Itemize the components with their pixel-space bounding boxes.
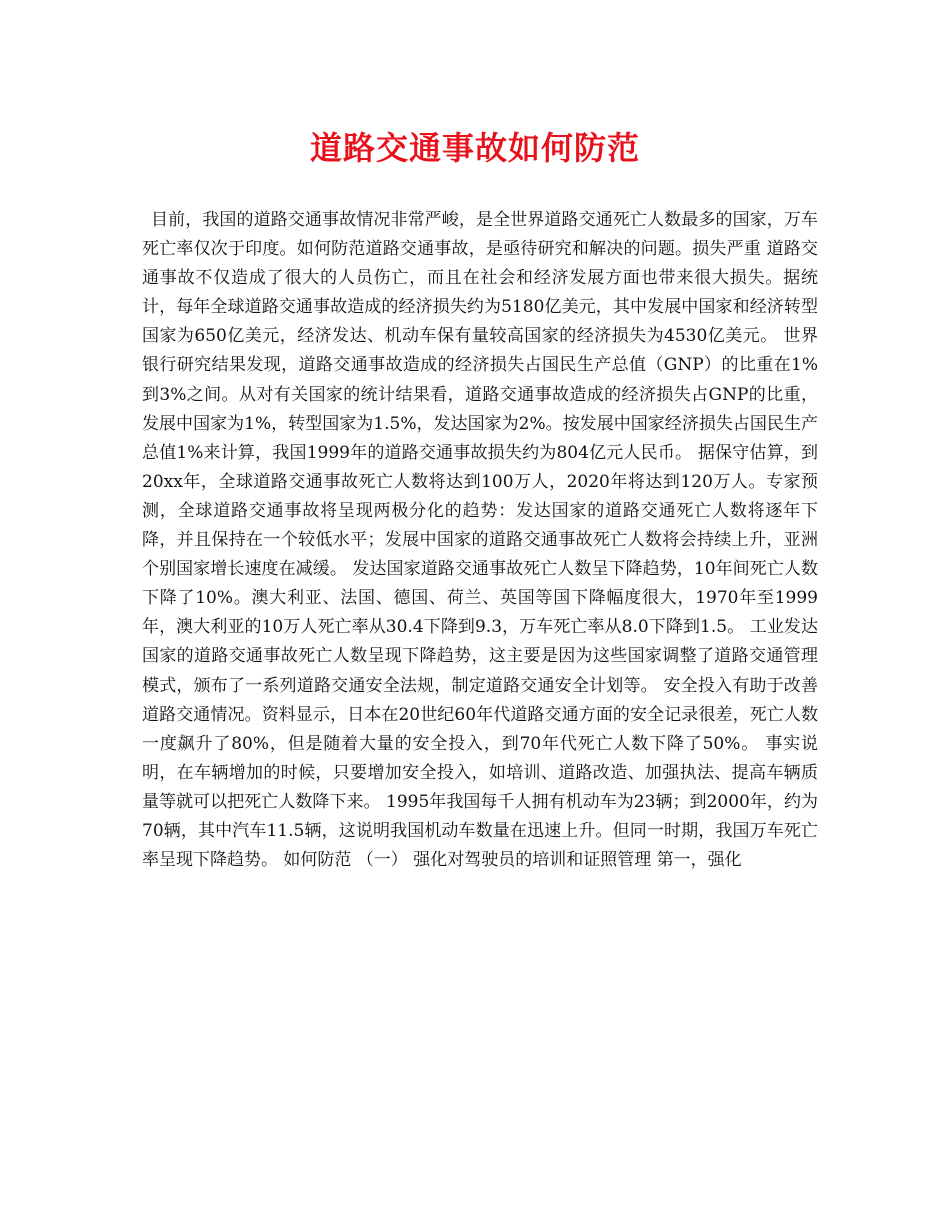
document-body: 目前，我国的道路交通事故情况非常严峻，是全世界道路交通死亡人数最多的国家，万车死亡率仅次于印度。如何防范道路交通事故，是亟待研究和解决的问题。损失严重 道路交通事故不仅造成了很大的人员伤亡，而且在社会和经济发展方面也带来很大损失。据统计，每年全球道路交通事故造成的经济损失约为5180亿美元，其中发展中国家和经济转型国家为650亿美元，经济发达、机动车保有量较高国家的经济损失为4530亿美元。 世界银行研究结果发现，道路交通事故造成的经济损失占国民生产总值（GNP）的比重在1%到3%之间。从对有关国家的统计结果看，道路交通事故造成的经济损失占GNP的比重，发展中国家为1%，转型国家为1.5%，发达国家为2%。按发展中国家经济损失占国民生产总值1%来计算，我国1999年的道路交通事故损失约为804亿元人民币。 据保守估算，到20xx年，全球道路交通事故死亡人数将达到100万人，2020年将达到120万人。专家预测，全球道路交通事故将呈现两极分化的趋势：发达国家的道路交通死亡人数将逐年下降，并且保持在一个较低水平；发展中国家的道路交通事故死亡人数将会持续上升，亚洲个别国家增长速度在减缓。 发达国家道路交通事故死亡人数呈下降趋势，10年间死亡人数下降了10%。澳大利亚、法国、德国、荷兰、英国等国下降幅度很大，1970年至1999年，澳大利亚的10万人死亡率从30.4下降到9.3，万车死亡率从8.0下降到1.5。 工业发达国家的道路交通事故死亡人数呈现下降趋势，这主要是因为这些国家调整了道路交通管理模式，颁布了一系列道路交通安全法规，制定道路交通安全计划等。 安全投入有助于改善道路交通情况。资料显示，日本在20世纪60年代道路交通方面的安全记录很差，死亡人数一度飙升了80%，但是随着大量的安全投入，到70年代死亡人数下降了50%。 事实说明，在车辆增加的时候，只要增加安全投入，如培训、道路改造、加强执法、提高车辆质量等就可以把死亡人数降下来。 1995年我国每千人拥有机动车为23辆；到2000年，约为70辆，其中汽车11.5辆，这说明我国机动车数量在迅速上升。但同一时期，我国万车死亡率呈现下降趋势。 如何防范 （一） 强化对驾驶员的培训和证照管理 第一，强化: [142, 210, 818, 871]
document-title: 道路交通事故如何防范: [309, 129, 640, 167]
